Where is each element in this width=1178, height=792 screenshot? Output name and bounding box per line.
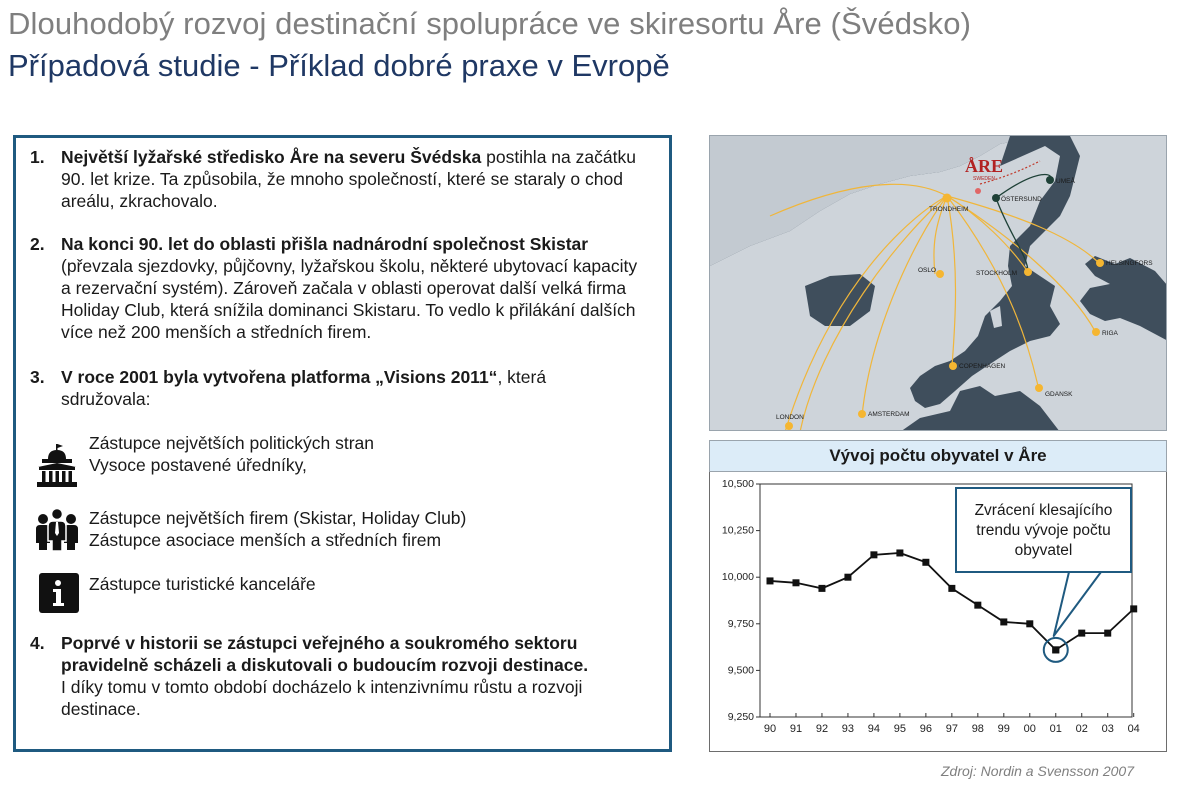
data-point [1130,605,1137,612]
item-line: více než 200 menších a středních firem. [61,322,372,342]
y-tick-label: 10,500 [721,478,754,490]
callout-line: Zvrácení klesajícího [974,502,1113,519]
chart-callout [955,487,1132,573]
page-subtitle: Případová studie - Příklad dobré praxe v Evropě [8,48,670,83]
data-point [870,551,877,558]
y-tick-label: 9,750 [727,617,754,630]
label-oslo: OSLO [918,267,937,274]
label-stockholm: STOCKHOLM [976,270,1018,277]
label-riga: RIGA [1102,330,1118,337]
x-tick-label: 91 [789,723,803,735]
item-text [61,366,546,410]
data-point [974,602,981,609]
item-line: destinace. [61,699,141,719]
data-point [767,577,774,584]
data-point [1052,646,1059,653]
data-point [1078,630,1085,637]
y-tick-label: 9,500 [727,664,754,677]
item-line: V roce 2001 byla vytvořena platforma „Visions 2011“, která [61,367,547,387]
group-text [89,573,316,595]
item-number: 2. [30,234,45,254]
data-point [1026,620,1033,627]
data-point [922,559,929,566]
item-line: Holiday Club, která snížila dominanci Skistaru. To vedlo k přilákání dalších [61,300,636,320]
group-text [89,507,466,551]
data-point [948,585,955,592]
data-point [844,574,851,581]
data-point [1000,618,1007,625]
x-tick-label: 02 [1075,723,1088,735]
label-helsinki: HELSINGFORS [1106,260,1153,267]
callout-line: trendu vývoje počtu [976,522,1111,539]
x-tick-label: 96 [919,723,932,735]
item-text [61,146,636,212]
group-line: Zástupce největších firem (Skistar, Holiday Club) [89,508,467,528]
scandinavia-map [709,135,1167,431]
item-number: 1. [30,147,45,167]
x-tick-label: 95 [893,723,907,735]
item-text [61,632,588,720]
x-tick-label: 99 [997,723,1010,735]
people-group-icon [35,507,79,551]
text-panel [13,135,672,752]
item-number: 4. [30,633,45,653]
are-logo-sub: SWEDEN [973,176,995,182]
label-ostersund: ÖSTERSUND [1001,196,1042,203]
government-building-icon [35,444,79,488]
map-svg [710,136,1167,431]
x-tick-label: 01 [1049,723,1062,735]
label-amsterdam: AMSTERDAM [868,411,910,418]
item-line: (převzala sjezdovky, půjčovny, lyžařskou školu, některé ubytovací kapacity [61,256,638,276]
info-icon [39,573,79,613]
x-tick-label: 98 [971,723,984,735]
item-text [61,233,637,343]
x-tick-label: 92 [815,723,829,735]
data-point [818,585,825,592]
x-tick-label: 97 [945,723,958,735]
item-line: 90. let krize. Ta způsobila, že mnoho společností, které se staraly o chod [61,169,623,189]
x-tick-label: 04 [1127,723,1140,735]
chart-title: Vývoj počtu obyvatel v Åre [709,440,1167,472]
item-line: areálu, zkrachovalo. [61,191,218,211]
x-tick-label: 90 [763,723,777,735]
data-point [1104,630,1111,637]
label-trondheim: TRONDHEIM [929,206,969,213]
item-line: Na konci 90. let do oblasti přišla nadnárodní společnost Skistar [61,234,589,254]
y-tick-label: 9,250 [727,711,754,723]
group-line: Vysoce postavené úředníky, [89,455,307,475]
data-point [896,549,903,556]
item-line: Poprvé v historii se zástupci veřejného a soukromého sektoru [61,633,578,653]
group-line: Zástupce turistické kanceláře [89,574,316,594]
item-line: Největší lyžařské středisko Åre na severu Švédska postihla na začátku [61,147,636,167]
item-line: a rezervační systém). Zároveň začala v oblasti operovat další velká firma [61,278,627,298]
page-title: Dlouhodobý rozvoj destinační spolupráce ve skiresortu Åre (Švédsko) [8,6,972,41]
x-tick-label: 94 [867,723,881,735]
label-london: LONDON [776,414,804,421]
callout-pointer [1054,572,1101,636]
item-number: 3. [30,367,45,387]
y-tick-label: 10,000 [721,571,754,584]
item-line: sdružovala: [61,389,151,409]
y-tick-label: 10,250 [721,524,754,537]
item-line: pravidelně scházeli a diskutovali o budoucím rozvoji destinace. [61,655,589,675]
item-line: I díky tomu v tomto období docházelo k intenzivnímu růstu a rozvoji [61,677,583,697]
source-note: Zdroj: Nordin a Svensson 2007 [941,763,1134,779]
group-text [89,432,374,476]
label-umea: UMEÅ [1056,178,1075,185]
label-copenhagen: COPENHAGEN [959,363,1006,370]
group-line: Zástupce největších politických stran [89,433,374,453]
label-gdansk: GDANSK [1045,391,1073,398]
x-tick-label: 00 [1023,723,1036,735]
data-point [792,579,799,586]
are-logo: ÅRE [964,156,1004,176]
group-line: Zástupce asociace menších a středních firem [89,530,442,550]
callout-line: obyvatel [1014,542,1073,559]
x-tick-label: 93 [841,723,855,735]
x-tick-label: 03 [1101,723,1114,735]
